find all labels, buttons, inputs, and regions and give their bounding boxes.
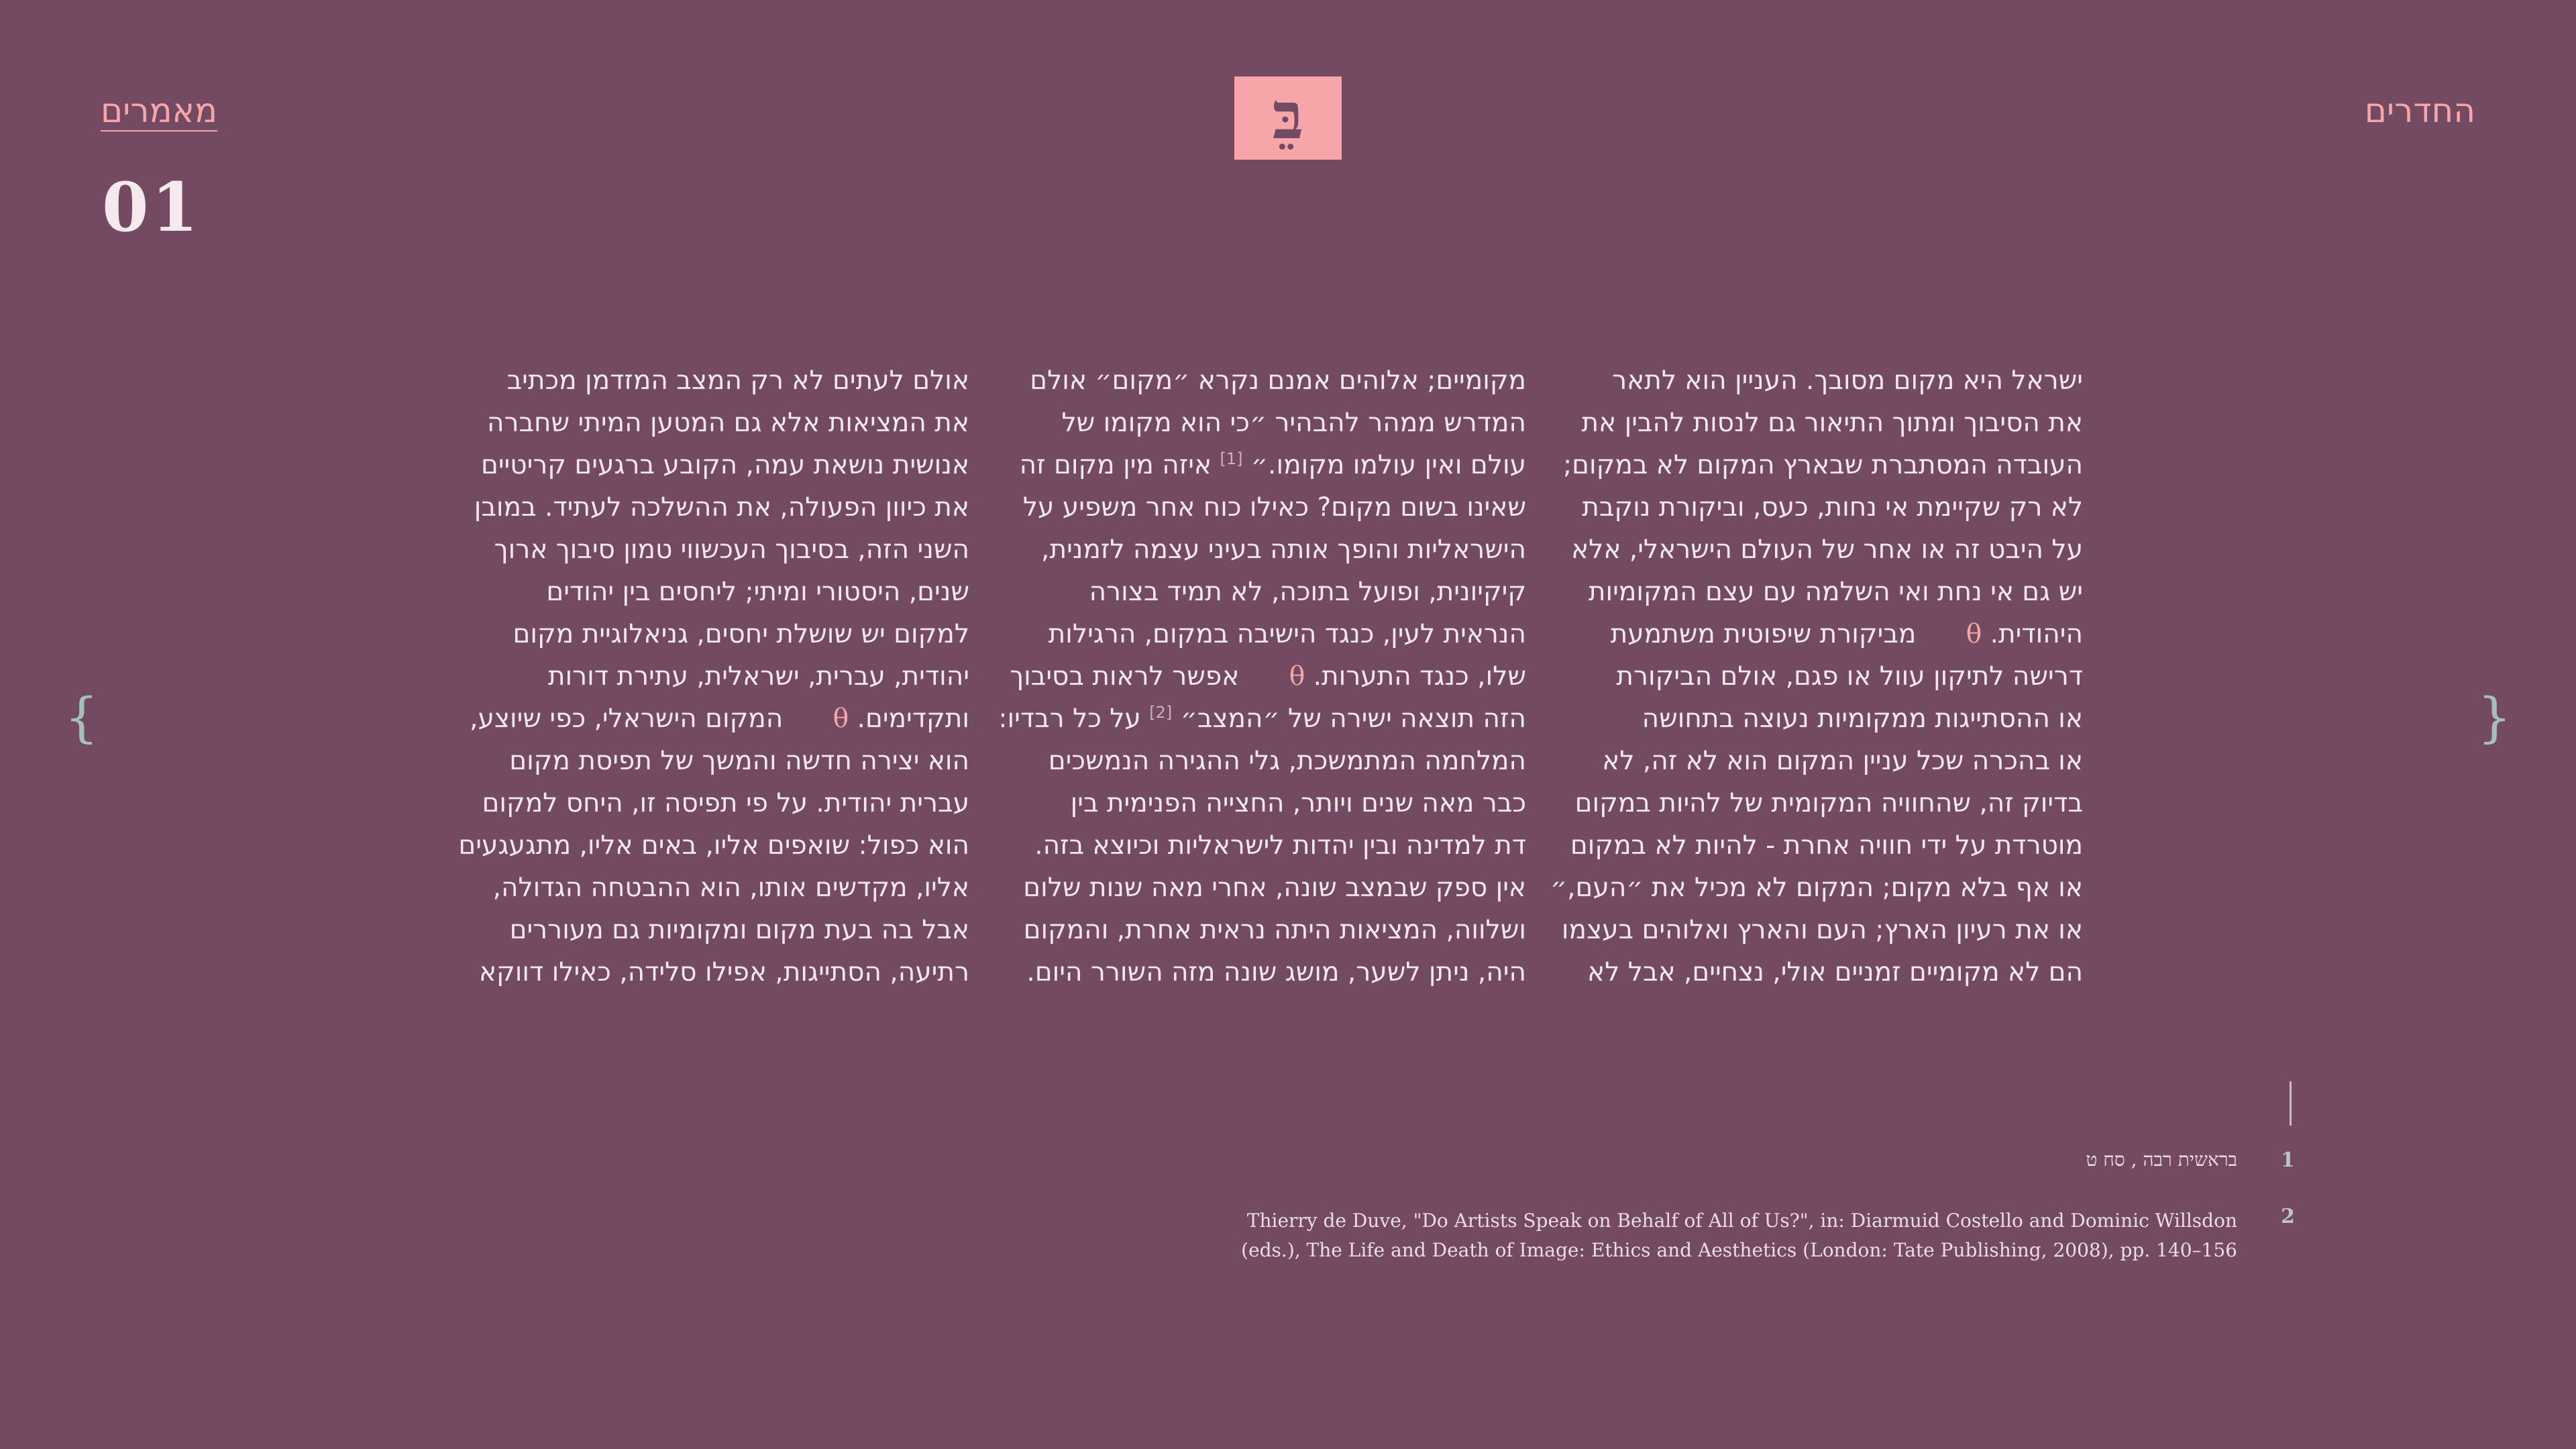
text-line: אולם לעתים לא רק המצב המזדמן מכתיב: [506, 366, 969, 396]
footnote-number-1: 1: [2281, 1148, 2295, 1172]
text-line: הנראית לעין, כנגד הישיבה במקום, הרגילות: [1048, 619, 1526, 649]
text-column-1: [1550, 360, 2083, 994]
footnote-number-2: 2: [2281, 1205, 2295, 1228]
text-line: המלחמה המתמשכת, גלי ההגירה הנמשכים: [1048, 746, 1526, 776]
theta-marker[interactable]: θ: [1289, 661, 1305, 692]
text-segment: היהודית.: [1990, 619, 2083, 649]
text-line: שנים, היסטורי ומיתי; ליחסים בין יהודים: [546, 577, 969, 607]
footnote-2: [1241, 1206, 2237, 1265]
footnote-ref-2[interactable]: [2]: [1149, 703, 1173, 722]
text-line: העובדה המסתברת שבארץ המקום לא במקום;: [1563, 450, 2083, 480]
next-page-bracket[interactable]: }: [2477, 686, 2512, 749]
text-column-3: [458, 360, 969, 994]
text-line: או אף בלא מקום; המקום לא מכיל את ״העם,״: [1550, 873, 2083, 903]
logo-text: בֵּ: [1272, 78, 1304, 154]
rooms-link[interactable]: החדרים: [2364, 91, 2475, 130]
text-line: דת למדינה ובין יהדות לישראליות וכיוצא בזה.: [1034, 830, 1526, 861]
prev-page-bracket[interactable]: {: [64, 686, 99, 749]
text-line: ישראל היא מקום מסובך. העניין הוא לתאר: [1612, 366, 2083, 396]
text-segment: אפשר לראות בסיבוך: [1010, 661, 1240, 692]
text-line: או ההסתייגות ממקומיות נעוצה בתחושה: [1642, 704, 2083, 734]
text-segment: על כל רבדיו:: [998, 704, 1141, 734]
text-line: לא רק שקיימת אי נחות, כעס, וביקורת נוקבת: [1582, 492, 2083, 523]
text-line: את כיוון הפעולה, את ההשלכה לעתיד. במובן: [474, 492, 969, 523]
text-line: [1010, 655, 1526, 698]
text-line: הם לא מקומיים זמניים אולי, נצחיים, אבל לא: [1587, 957, 2083, 987]
text-line: את המציאות אלא גם המטען המיתי שחברה: [487, 408, 969, 438]
theta-marker[interactable]: θ: [1966, 619, 1982, 649]
text-line: רתיעה, הסתייגות, אפילו סלידה, כאילו דווקא: [478, 957, 969, 987]
text-line: שאינו בשום מקום? כאילו כוח אחר משפיע על: [1022, 492, 1526, 523]
articles-link[interactable]: מאמרים: [101, 91, 217, 130]
text-line: יש גם אי נחת ואי השלמה עם עצם המקומיות: [1588, 577, 2083, 607]
text-line: דרישה לתיקון עוול או פגם, אולם הביקורת: [1616, 661, 2083, 692]
text-line: עברית יהודית. על פי תפיסה זו, היחס למקום: [482, 788, 969, 818]
text-line: [470, 698, 969, 740]
text-segment: ותקדימים.: [857, 704, 969, 734]
footnote-divider: [2290, 1081, 2292, 1126]
text-line: היה, ניתן לשער, מושג שונה מזה השורר היום.: [1026, 957, 1526, 987]
text-line: על היבט זה או אחר של העולם הישראלי, אלא: [1571, 535, 2083, 565]
theta-marker[interactable]: θ: [833, 704, 849, 734]
text-line: או בהכרה שכל עניין המקום הוא לא זה, לא: [1602, 746, 2083, 776]
footnote-2-line-1: Thierry de Duve, "Do Artists Speak on Behalf of All of Us?", in: Diarmuid Costello and Dominic Willsdon: [1246, 1210, 2237, 1232]
text-line: כבר מאה שנים ויותר, החצייה הפנימית בין: [1070, 788, 1526, 818]
text-line: ושלווה, המציאות היתה נראית אחרת, והמקום: [1023, 915, 1526, 945]
logo[interactable]: [1234, 76, 1342, 160]
issue-number: 01: [102, 168, 201, 247]
text-line: או את רעיון הארץ; העם והארץ ואלוהים בעצמו: [1561, 915, 2083, 945]
text-line: את הסיבוך ומתוך התיאור גם לנסות להבין את: [1581, 408, 2083, 438]
text-line: הוא יצירה חדשה והמשך של תפיסת מקום: [509, 746, 969, 776]
footnote-ref-1[interactable]: [1]: [1220, 449, 1243, 468]
text-line: מוטרדת על ידי חוויה אחרת - להיות לא במקום: [1570, 830, 2083, 861]
text-line: מקומיים; אלוהים אמנם נקרא ״מקום״ אולם: [1030, 366, 1526, 396]
text-segment: שלו, כנגד התערות.: [1313, 661, 1526, 692]
text-line: למקום יש שושלת יחסים, גניאלוגיית מקום: [513, 619, 969, 649]
text-line: אין ספק שבמצב שונה, אחרי מאה שנות שלום: [1023, 873, 1526, 903]
text-line: [1019, 444, 1526, 486]
text-line: הישראליות והופך אותה בעיני עצמה לזמנית,: [1041, 535, 1526, 565]
text-line: [1593, 613, 2083, 655]
text-line: המדרש ממהר להבהיר ״כי הוא מקומו של: [1061, 408, 1526, 438]
text-line: [998, 698, 1526, 740]
text-line: השני הזה, בסיבוך העכשווי טמון סיבוך ארוך: [494, 535, 969, 565]
text-column-2: [998, 360, 1526, 994]
text-segment: עולם ואין עולמו מקומו.״: [1250, 450, 1526, 480]
text-line: יהודית, עברית, ישראלית, עתירת דורות: [547, 661, 969, 692]
text-line: אנושית נושאת עמה, הקובע ברגעים קריטיים: [480, 450, 969, 480]
text-line: בדיוק זה, שהחוויה המקומית של להיות במקום: [1574, 788, 2083, 818]
text-segment: איזה מין מקום זה: [1019, 450, 1212, 480]
text-segment: המקום הישראלי, כפי שיוצע,: [470, 704, 784, 734]
text-segment: הזה תוצאה ישירה של ״המצב״: [1180, 704, 1526, 734]
text-line: קיקיונית, ופועל בתוכה, לא תמיד בצורה: [1089, 577, 1526, 607]
text-line: אליו, מקדשים אותו, הוא ההבטחה הגדולה,: [492, 873, 969, 903]
text-line: אבל בה בעת מקום ומקומיות גם מעוררים: [509, 915, 969, 945]
text-segment: מביקורת שיפוטית משתמעת: [1610, 619, 1917, 649]
footnote-2-line-2: (eds.), The Life and Death of Image: Ethics and Aesthetics (London: Tate Publishing, 2008), pp. 140–156: [1241, 1239, 2237, 1261]
text-line: הוא כפול: שואפים אליו, באים אליו, מתגעגעים: [458, 830, 969, 861]
footnote-1: בראשית רבה , סח ט: [2086, 1148, 2237, 1171]
